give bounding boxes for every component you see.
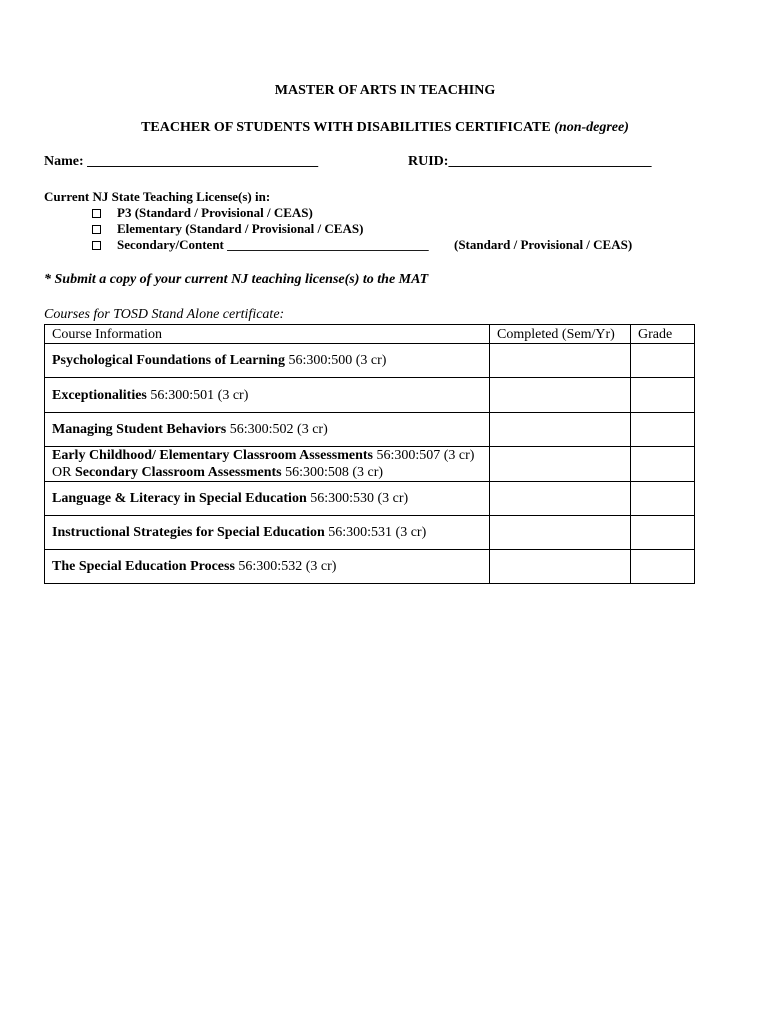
course-cell (45, 378, 490, 413)
course-name: Exceptionalities (52, 387, 147, 403)
course-name-alt: Secondary Classroom Assessments (74, 465, 282, 480)
subtitle-main: TEACHER OF STUDENTS WITH DISABILITIES CERTIFICATE (141, 120, 551, 135)
checkbox-icon[interactable] (92, 225, 101, 234)
secondary-type-note: (Standard / Provisional / CEAS) (454, 237, 633, 252)
grade-cell[interactable] (631, 378, 695, 413)
completed-cell[interactable] (490, 413, 631, 447)
table-row (45, 482, 695, 516)
table-row (45, 516, 695, 550)
license-notice: * Submit a copy of your current NJ teaching license(s) to the MAT (44, 272, 429, 287)
grade-cell[interactable] (631, 550, 695, 584)
grade-cell[interactable] (631, 516, 695, 550)
grade-cell[interactable] (631, 344, 695, 378)
grade-cell[interactable] (631, 482, 695, 516)
license-option-elementary[interactable] (92, 221, 363, 237)
courses-table (44, 324, 695, 584)
license-option-label: Elementary (Standard / Provisional / CEAS) (117, 221, 364, 236)
course-name: Managing Student Behaviors (52, 422, 227, 437)
course-name: The Special Education Process (52, 559, 235, 574)
name-field[interactable]: Name: _________________________________ (44, 154, 319, 169)
completed-cell[interactable] (490, 378, 631, 413)
license-option-p3[interactable] (92, 205, 313, 221)
subtitle-suffix: (non-degree) (554, 120, 629, 135)
license-heading: Current NJ State Teaching License(s) in: (44, 189, 271, 204)
table-header-row (45, 325, 695, 344)
table-row (45, 550, 695, 584)
completed-cell[interactable] (490, 447, 631, 482)
course-name: Instructional Strategies for Special Education (52, 525, 325, 540)
grade-cell[interactable] (631, 447, 695, 482)
page-title: MASTER OF ARTS IN TEACHING (274, 83, 496, 98)
completed-cell[interactable] (490, 482, 631, 516)
checkbox-icon[interactable] (92, 209, 101, 218)
course-cell (45, 550, 490, 584)
course-code: 56:300:507 (3 cr) OR (52, 448, 475, 480)
license-option-secondary[interactable] (92, 237, 429, 253)
page-subtitle (0, 120, 770, 136)
column-header-grade: Grade (631, 325, 695, 344)
courses-caption: Courses for TOSD Stand Alone certificate: (44, 307, 285, 322)
table-row (45, 447, 695, 482)
course-name: Language & Literacy in Special Education (52, 491, 307, 506)
course-code: 56:300:500 (3 cr) (284, 353, 387, 368)
table-row (45, 378, 695, 413)
course-code: 56:300:532 (3 cr) (234, 559, 337, 574)
course-code: 56:300:502 (3 cr) (226, 422, 328, 437)
course-cell (45, 344, 490, 378)
completed-cell[interactable] (490, 516, 631, 550)
license-option-label: Secondary/Content _______________________________ (117, 237, 429, 252)
column-header-course: Course Information (45, 325, 490, 344)
course-cell (45, 447, 490, 482)
course-code: 56:300:530 (3 cr) (306, 491, 409, 506)
license-option-label: P3 (Standard / Provisional / CEAS) (117, 205, 313, 220)
ruid-field[interactable]: RUID:_____________________________ (408, 154, 652, 169)
completed-cell[interactable] (490, 344, 631, 378)
course-code: 56:300:501 (3 cr) (146, 387, 249, 403)
checkbox-icon[interactable] (92, 241, 101, 250)
table-row (45, 413, 695, 447)
course-cell (45, 516, 490, 550)
column-header-completed: Completed (Sem/Yr) (490, 325, 631, 344)
grade-cell[interactable] (631, 413, 695, 447)
course-cell (45, 413, 490, 447)
course-cell (45, 482, 490, 516)
completed-cell[interactable] (490, 550, 631, 584)
course-name: Early Childhood/ Elementary Classroom Assessments (52, 448, 373, 463)
course-name: Psychological Foundations of Learning (52, 353, 285, 368)
table-row (45, 344, 695, 378)
course-code: 56:300:531 (3 cr) (324, 525, 427, 540)
course-code-alt: 56:300:508 (3 cr) (281, 465, 384, 480)
